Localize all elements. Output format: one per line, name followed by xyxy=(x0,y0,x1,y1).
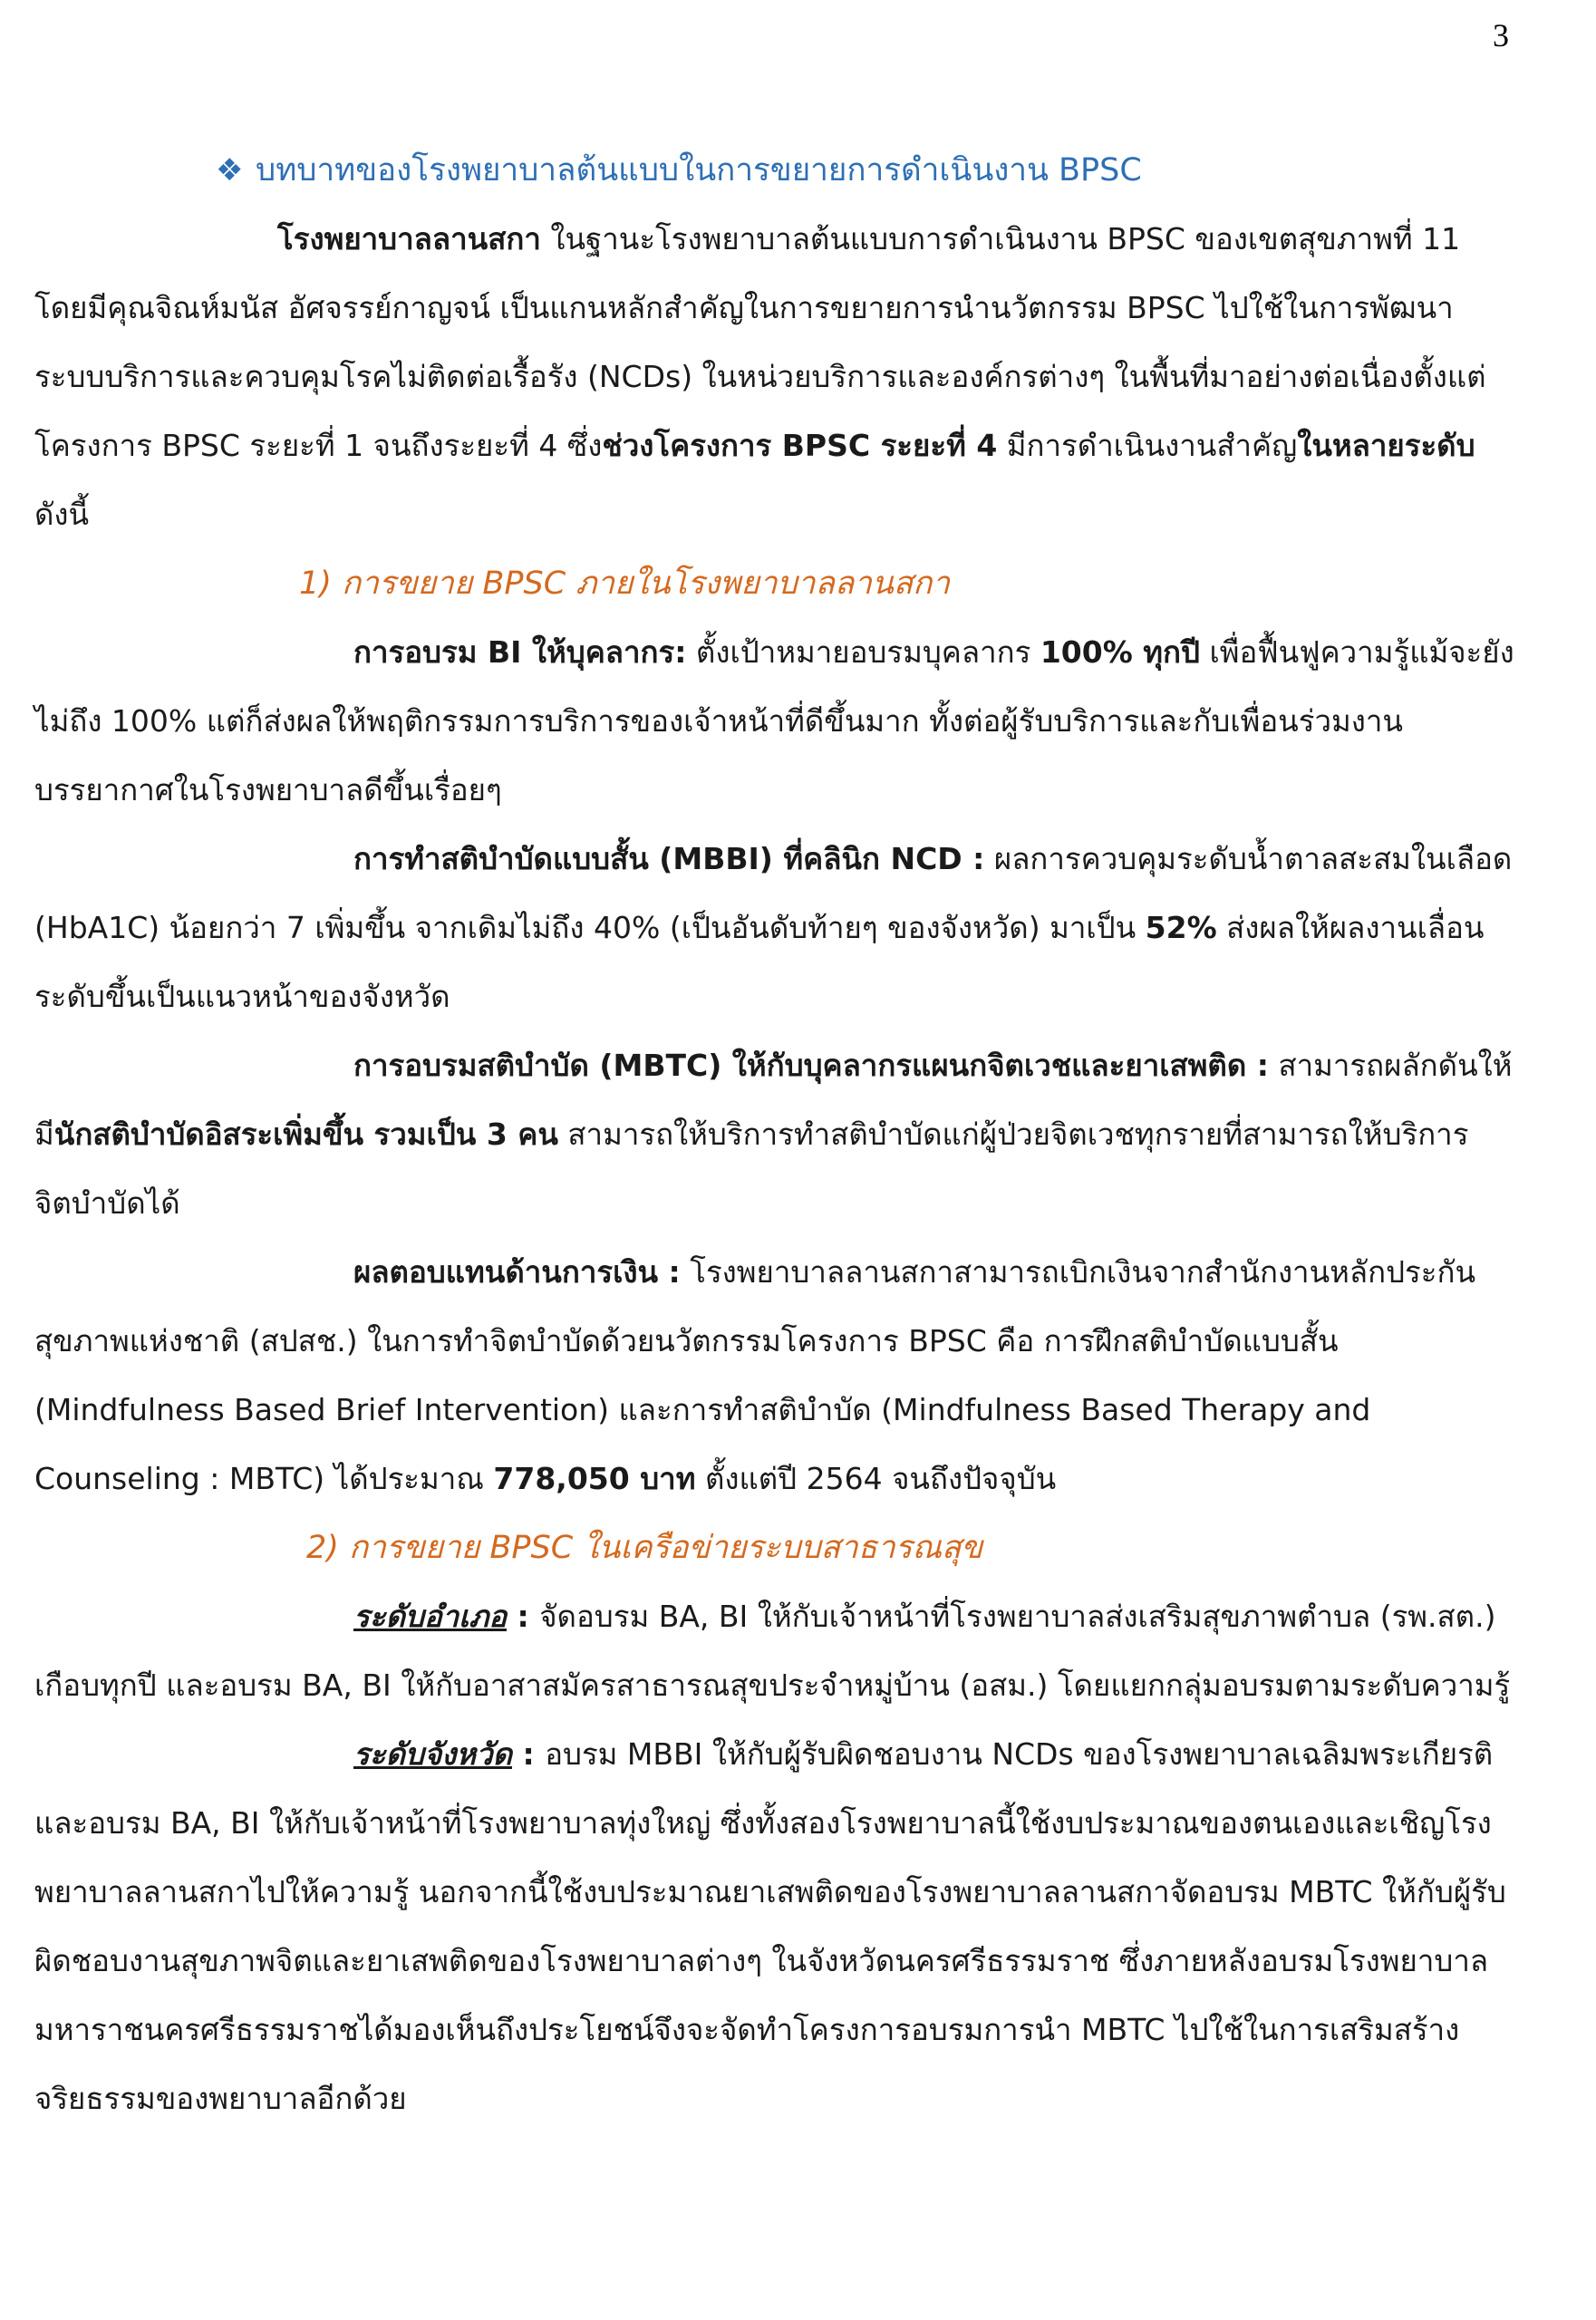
s2-p2-text: อบรม MBBI ให้กับผู้รับผิดชอบงาน NCDs ของโรงพยาบาลเฉลิมพระเกียรติและอบรม BA, BI ให้กับเจ้าหน้าที่โรงพยาบาลทุ่งใหญ่ ซึ่งทั้งสองโรงพยาบาลนี้ใช้งบประมาณของตนเองและเชิญโรงพยาบาลลานสกาไปให้ความรู้ นอกจากนี้ใช้งบประมาณยาเสพติดของโรงพยาบาลลานสกาจัดอบรม MBTC ให้กับผู้รับผิดชอบงานสุขภาพจิตและยาเสพติดของโรงพยาบาลต่างๆ ในจังหวัดนครศรีธรรมราช ซึ่งภายหลังอบรมโรงพยาบาลมหาราชนครศรีธรรมราชได้มองเห็นถึงประโยชน์จึงจะจัดทำโครงการอบรมการนำ MBTC ไปใช้ในการเสริมสร้างจริยธรรมของพยาบาลอีกด้วย xyxy=(34,1736,1506,2116)
s2-paragraph-province xyxy=(34,1720,1521,2133)
s1-p1-text-2: เพื่อฟื้นฟูความรู้แม้จะยังไม่ถึง 100% แต่ก็ส่งผลให้พฤติกรรมการบริการของเจ้าหน้าที่ดีขึ้นมาก ทั้งต่อผู้รับบริการและกับเพื่อนร่วมงาน บรรยากาศในโรงพยาบาลดีขึ้นเรื่อยๆ xyxy=(34,634,1514,807)
s2-p1-lead: ระดับอำเภอ xyxy=(353,1599,508,1634)
intro-bold-lead: โรงพยาบาลลานสกา xyxy=(277,221,541,256)
s1-p2-bold: 52% xyxy=(1145,910,1217,945)
s1-p2-text-1: ผลการควบคุมระดับน้ำตาลสะสมในเลือด (HbA1C) น้อยกว่า 7 เพิ่มขึ้น จากเดิมไม่ถึง 40% (เป็นอันดับท้ายๆ ของจังหวัด) มาเป็น xyxy=(34,841,1513,945)
s2-paragraph-district xyxy=(34,1582,1521,1720)
s1-paragraph-financial xyxy=(34,1238,1521,1513)
s1-p4-bold: 778,050 บาท xyxy=(493,1461,696,1496)
subsection-2-title: 2) การขยาย BPSC ในเครือข่ายระบบสาธารณสุข xyxy=(306,1530,983,1566)
intro-text-3: ดังนี้ xyxy=(34,497,90,532)
s1-p3-text-1: สามารถผลักดันให้มี xyxy=(34,1048,1513,1152)
s1-p4-text-2: ตั้งแต่ปี 2564 จนถึงปัจจุบัน xyxy=(695,1461,1057,1496)
intro-paragraph xyxy=(34,205,1521,549)
s2-p2-sep: : xyxy=(512,1736,546,1772)
s1-p3-bold: นักสติบำบัดอิสระเพิ่มขึ้น รวมเป็น 3 คน xyxy=(53,1116,558,1152)
s1-paragraph-bi-training xyxy=(34,618,1521,825)
section-heading xyxy=(34,136,1521,205)
s2-p2-lead: ระดับจังหวัด xyxy=(353,1736,512,1772)
s1-p2-text-2: ส่งผลให้ผลงานเลื่อนระดับขึ้นเป็นแนวหน้าของจังหวัด xyxy=(34,910,1485,1014)
intro-bold-mid: ช่วงโครงการ BPSC ระยะที่ 4 xyxy=(602,428,998,463)
s1-p4-text-1: โรงพยาบาลลานสกาสามารถเบิกเงินจากสำนักงานหลักประกันสุขภาพแห่งชาติ (สปสช.) ในการทำจิตบำบัดด้วยนวัตกรรมโครงการ BPSC คือ การฝึกสติบำบัดแบบสั้น (Mindfulness Based Brief Intervention) และการทำสติบำบัด (Mindfulness Based Therapy and Counseling : MBTC) ได้ประมาณ xyxy=(34,1254,1476,1496)
s1-p3-text-2: สามารถให้บริการทำสติบำบัดแก่ผู้ป่วยจิตเวชทุกรายที่สามารถให้บริการจิตบำบัดได้ xyxy=(34,1116,1469,1221)
s2-p1-sep: : xyxy=(507,1599,540,1634)
s1-paragraph-mbtc xyxy=(34,1031,1521,1238)
s1-p1-bold: 100% ทุกปี xyxy=(1040,634,1200,670)
intro-text-2: มีการดำเนินงานสำคัญ xyxy=(997,428,1298,463)
s1-p2-lead: การทำสติบำบัดแบบสั้น (MBBI) ที่คลินิก NCD : xyxy=(353,841,985,876)
s1-p1-lead: การอบรม BI ให้บุคลากร: xyxy=(353,634,687,670)
s1-p3-lead: การอบรมสติบำบัด (MBTC) ให้กับบุคลากรแผนกจิตเวชและยาเสพติด : xyxy=(353,1048,1269,1083)
section-heading-text: บทบาทของโรงพยาบาลต้นแบบในการขยายการดำเนินงาน BPSC xyxy=(256,152,1142,188)
s1-p1-text-1: ตั้งเป้าหมายอบรมบุคลากร xyxy=(686,634,1040,670)
diamond-bullet-icon: ❖ xyxy=(216,152,244,188)
intro-bold-end: ในหลายระดับ xyxy=(1297,428,1475,463)
document-body xyxy=(34,136,1521,2133)
intro-text-1: ในฐานะโรงพยาบาลต้นแบบการดำเนินงาน BPSC ของเขตสุขภาพที่ 11 โดยมีคุณจิณห์มนัส อัศจรรย์กาญจน์ เป็นแกนหลักสำคัญในการขยายการนำนวัตกรรม BPSC ไปใช้ในการพัฒนาระบบบริการและควบคุมโรคไม่ติดต่อเรื้อรัง (NCDs) ในหน่วยบริการและองค์กรต่างๆ ในพื้นที่มาอย่างต่อเนื่องตั้งแต่โครงการ BPSC ระยะที่ 1 จนถึงระยะที่ 4 ซึ่ง xyxy=(34,221,1486,463)
s2-p1-text: จัดอบรม BA, BI ให้กับเจ้าหน้าที่โรงพยาบาลส่งเสริมสุขภาพตำบล (รพ.สต.) เกือบทุกปี และอบรม BA, BI ให้กับอาสาสมัครสาธารณสุขประจำหมู่บ้าน (อสม.) โดยแยกกลุ่มอบรมตามระดับความรู้ xyxy=(34,1599,1511,1703)
page-number: 3 xyxy=(1493,17,1509,53)
subsection-1-title: 1) การขยาย BPSC ภายในโรงพยาบาลลานสกา xyxy=(299,566,951,602)
s1-paragraph-mbbi xyxy=(34,825,1521,1031)
s1-p4-lead: ผลตอบแทนด้านการเงิน : xyxy=(353,1254,681,1290)
